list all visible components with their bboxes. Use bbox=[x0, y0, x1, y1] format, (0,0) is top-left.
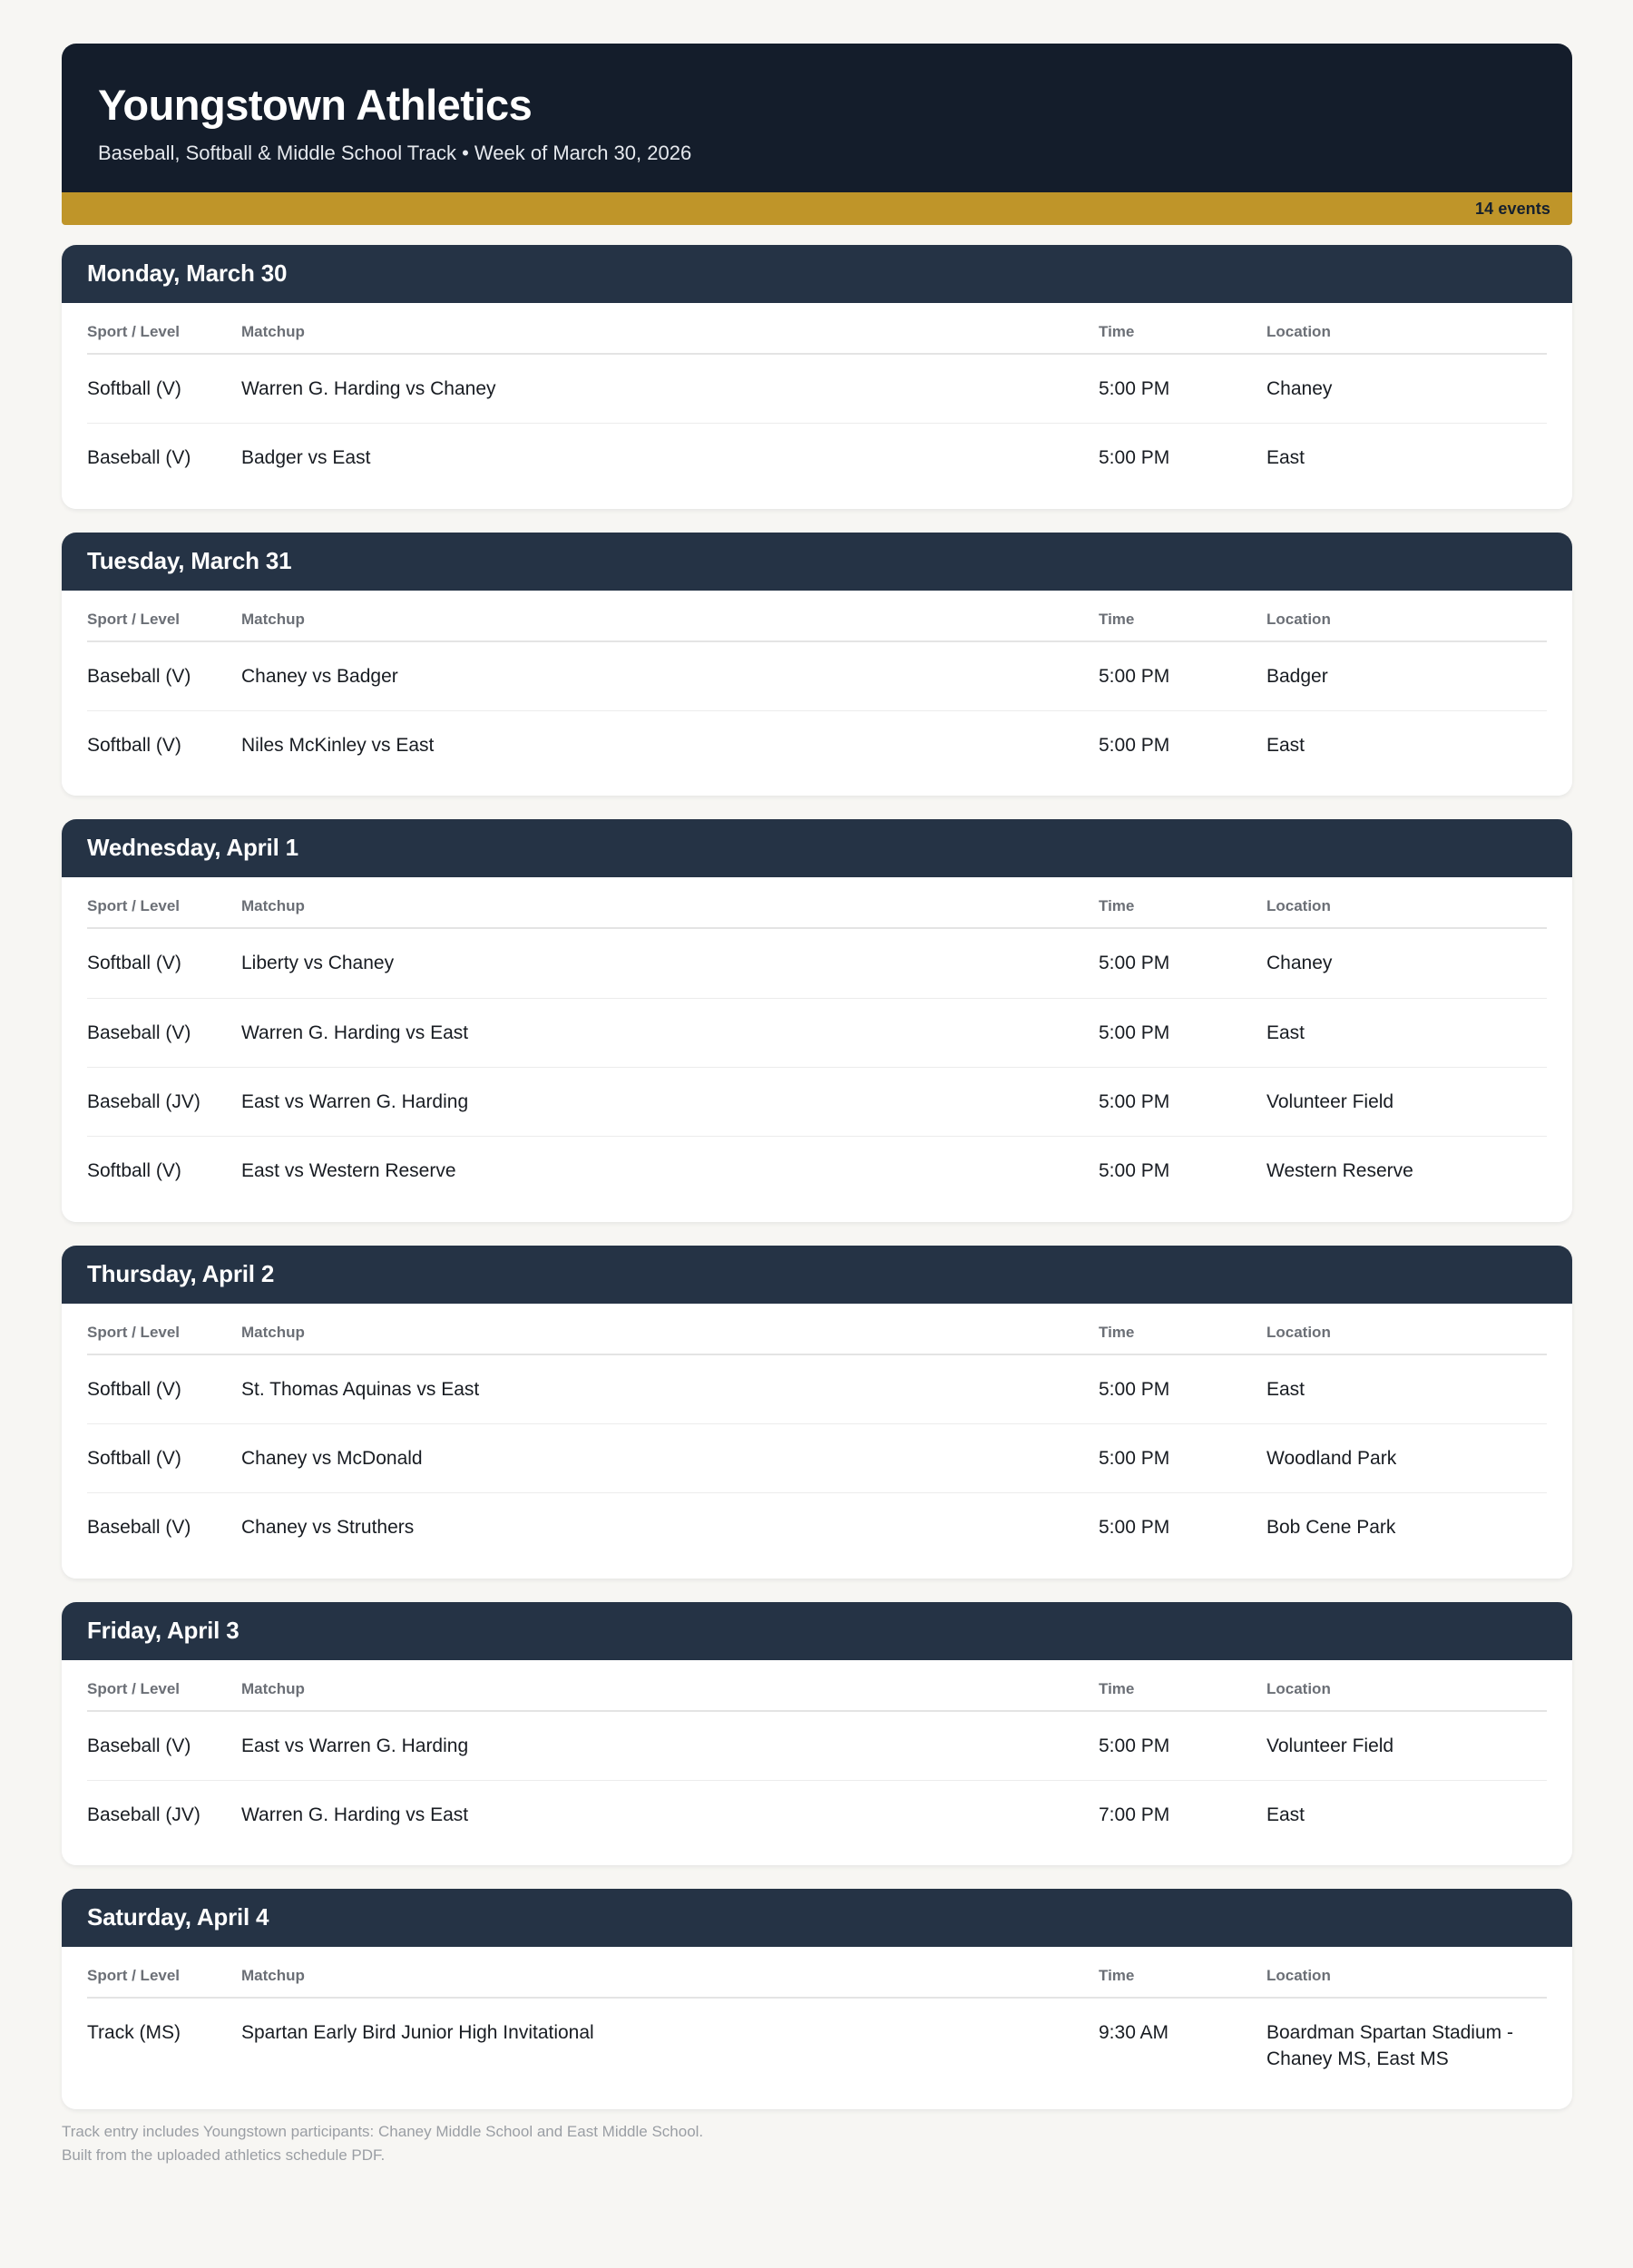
table-row bbox=[87, 1493, 1547, 1562]
day-header bbox=[62, 819, 1572, 877]
table-row bbox=[87, 641, 1547, 711]
column-header-location: Location bbox=[1266, 877, 1547, 928]
table-header-row bbox=[87, 1947, 1547, 1998]
day-header bbox=[62, 1246, 1572, 1304]
day-header-label: Tuesday, March 31 bbox=[87, 546, 292, 574]
cell-location: East bbox=[1266, 447, 1305, 469]
day-card bbox=[62, 1889, 1572, 2109]
cell-location: East bbox=[1266, 735, 1305, 757]
cell-time: 5:00 PM bbox=[1099, 998, 1266, 1067]
table-row bbox=[87, 1137, 1547, 1206]
column-header-time: Time bbox=[1099, 1660, 1266, 1711]
cell-sport: Softball (V) bbox=[87, 1354, 241, 1424]
day-body bbox=[62, 1947, 1572, 2109]
cell-location: Western Reserve bbox=[1266, 1160, 1413, 1182]
cell-sport: Baseball (V) bbox=[87, 998, 241, 1067]
cell-time: 5:00 PM bbox=[1099, 447, 1170, 469]
cell-matchup: Warren G. Harding vs East bbox=[241, 1804, 469, 1826]
day-card bbox=[62, 1246, 1572, 1579]
column-header-matchup: Matchup bbox=[241, 1304, 1099, 1354]
cell-location: Bob Cene Park bbox=[1266, 1517, 1396, 1539]
column-header-location: Location bbox=[1266, 1947, 1547, 1998]
cell-matchup: Spartan Early Bird Junior High Invitational bbox=[241, 2022, 594, 2044]
footnote-line: Track entry includes Youngstown participants: Chaney Middle School and East Middle School. bbox=[62, 2123, 704, 2140]
table-header-row bbox=[87, 877, 1547, 928]
table-row bbox=[87, 711, 1547, 780]
table-row bbox=[87, 1998, 1547, 2093]
cell-sport: Softball (V) bbox=[87, 928, 241, 998]
table-row bbox=[87, 1354, 1547, 1424]
table-row bbox=[87, 1781, 1547, 1850]
day-body bbox=[62, 303, 1572, 509]
day-header-label: Saturday, April 4 bbox=[87, 1903, 269, 1931]
column-header-sport: Sport / Level bbox=[87, 1947, 241, 1998]
cell-location: Chaney bbox=[1266, 354, 1547, 424]
schedule-table bbox=[87, 877, 1547, 1205]
column-header-time: Time bbox=[1099, 303, 1266, 354]
table-header-row bbox=[87, 1304, 1547, 1354]
cell-time: 5:00 PM bbox=[1099, 1068, 1266, 1137]
cell-sport: Baseball (V) bbox=[87, 447, 191, 469]
day-card bbox=[62, 1602, 1572, 1866]
day-body bbox=[62, 1304, 1572, 1579]
schedule-table bbox=[87, 303, 1547, 493]
page-title: Youngstown Athletics bbox=[98, 81, 533, 129]
accent-bar bbox=[62, 192, 1572, 225]
table-row bbox=[87, 424, 1547, 493]
column-header-matchup: Matchup bbox=[241, 591, 1099, 641]
column-header-sport: Sport / Level bbox=[87, 591, 241, 641]
cell-location: Volunteer Field bbox=[1266, 1711, 1547, 1781]
column-header-location: Location bbox=[1266, 1304, 1547, 1354]
schedule-table bbox=[87, 1304, 1547, 1562]
table-header-row bbox=[87, 1660, 1547, 1711]
table-row bbox=[87, 1711, 1547, 1781]
cell-time: 5:00 PM bbox=[1099, 1517, 1170, 1539]
day-body bbox=[62, 591, 1572, 797]
cell-location: East bbox=[1266, 998, 1547, 1067]
cell-matchup: East vs Warren G. Harding bbox=[241, 1711, 1099, 1781]
cell-time: 7:00 PM bbox=[1099, 1804, 1170, 1826]
column-header-matchup: Matchup bbox=[241, 303, 1099, 354]
day-card bbox=[62, 245, 1572, 509]
cell-sport: Baseball (V) bbox=[87, 1517, 191, 1539]
column-header-time: Time bbox=[1099, 1304, 1266, 1354]
day-card-list bbox=[62, 245, 1572, 2133]
cell-time: 5:00 PM bbox=[1099, 354, 1266, 424]
column-header-time: Time bbox=[1099, 591, 1266, 641]
day-body bbox=[62, 1660, 1572, 1866]
column-header-location: Location bbox=[1266, 303, 1547, 354]
cell-sport: Softball (V) bbox=[87, 735, 181, 757]
column-header-sport: Sport / Level bbox=[87, 877, 241, 928]
table-header-row bbox=[87, 303, 1547, 354]
day-header-label: Monday, March 30 bbox=[87, 259, 288, 287]
cell-time: 5:00 PM bbox=[1099, 1354, 1266, 1424]
page-subtitle: Baseball, Softball & Middle School Track • Week of March 30, 2026 bbox=[98, 141, 692, 164]
table-row bbox=[87, 998, 1547, 1067]
schedule-table bbox=[87, 1660, 1547, 1850]
cell-location: Boardman Spartan Stadium - Chaney MS, East MS bbox=[1266, 2022, 1513, 2069]
cell-time: 5:00 PM bbox=[1099, 1711, 1266, 1781]
day-header bbox=[62, 245, 1572, 303]
cell-matchup: Chaney vs Badger bbox=[241, 641, 1099, 711]
cell-location: Volunteer Field bbox=[1266, 1068, 1547, 1137]
day-header bbox=[62, 1889, 1572, 1947]
day-header-label: Wednesday, April 1 bbox=[87, 834, 298, 862]
cell-location: Badger bbox=[1266, 641, 1547, 711]
table-row bbox=[87, 928, 1547, 998]
day-body bbox=[62, 877, 1572, 1221]
cell-sport: Baseball (V) bbox=[87, 1711, 241, 1781]
cell-matchup: Warren G. Harding vs Chaney bbox=[241, 354, 1099, 424]
table-header-row bbox=[87, 591, 1547, 641]
masthead bbox=[62, 44, 1572, 225]
column-header-time: Time bbox=[1099, 877, 1266, 928]
cell-time: 9:30 AM bbox=[1099, 2022, 1169, 2044]
day-card bbox=[62, 533, 1572, 797]
cell-matchup: East vs Western Reserve bbox=[241, 1160, 456, 1182]
column-header-matchup: Matchup bbox=[241, 877, 1099, 928]
cell-matchup: Warren G. Harding vs East bbox=[241, 998, 1099, 1067]
cell-sport: Softball (V) bbox=[87, 1160, 181, 1182]
cell-location: East bbox=[1266, 1354, 1547, 1424]
cell-time: 5:00 PM bbox=[1099, 735, 1170, 757]
cell-sport: Baseball (JV) bbox=[87, 1804, 200, 1826]
table-row bbox=[87, 1424, 1547, 1493]
cell-sport: Baseball (JV) bbox=[87, 1068, 241, 1137]
day-header bbox=[62, 533, 1572, 591]
schedule-table bbox=[87, 591, 1547, 780]
column-header-time: Time bbox=[1099, 1947, 1266, 1998]
cell-location: East bbox=[1266, 1804, 1305, 1826]
day-header-label: Thursday, April 2 bbox=[87, 1259, 275, 1287]
cell-location: Chaney bbox=[1266, 928, 1547, 998]
table-row bbox=[87, 1068, 1547, 1137]
cell-matchup: St. Thomas Aquinas vs East bbox=[241, 1354, 1099, 1424]
cell-time: 5:00 PM bbox=[1099, 1424, 1266, 1493]
cell-matchup: Liberty vs Chaney bbox=[241, 928, 1099, 998]
event-count-badge: 14 events bbox=[1475, 199, 1550, 218]
cell-matchup: Chaney vs McDonald bbox=[241, 1424, 1099, 1493]
column-header-matchup: Matchup bbox=[241, 1660, 1099, 1711]
column-header-sport: Sport / Level bbox=[87, 1304, 241, 1354]
cell-time: 5:00 PM bbox=[1099, 641, 1266, 711]
cell-sport: Track (MS) bbox=[87, 2022, 181, 2044]
cell-sport: Baseball (V) bbox=[87, 641, 241, 711]
cell-matchup: Chaney vs Struthers bbox=[241, 1517, 415, 1539]
cell-sport: Softball (V) bbox=[87, 1424, 241, 1493]
day-card bbox=[62, 819, 1572, 1221]
cell-time: 5:00 PM bbox=[1099, 928, 1266, 998]
column-header-sport: Sport / Level bbox=[87, 303, 241, 354]
column-header-location: Location bbox=[1266, 591, 1547, 641]
cell-time: 5:00 PM bbox=[1099, 1160, 1170, 1182]
cell-matchup: East vs Warren G. Harding bbox=[241, 1068, 1099, 1137]
column-header-location: Location bbox=[1266, 1660, 1547, 1711]
day-header-label: Friday, April 3 bbox=[87, 1616, 240, 1644]
column-header-sport: Sport / Level bbox=[87, 1660, 241, 1711]
footnote-line: Built from the uploaded athletics schedule PDF. bbox=[62, 2146, 386, 2165]
schedule-table bbox=[87, 1947, 1547, 2093]
footnote bbox=[62, 2120, 1332, 2168]
cell-matchup: Badger vs East bbox=[241, 447, 371, 469]
cell-matchup: Niles McKinley vs East bbox=[241, 735, 435, 757]
masthead-bar bbox=[62, 44, 1572, 192]
cell-sport: Softball (V) bbox=[87, 354, 241, 424]
column-header-matchup: Matchup bbox=[241, 1947, 1099, 1998]
table-row bbox=[87, 354, 1547, 424]
day-header bbox=[62, 1602, 1572, 1660]
cell-location: Woodland Park bbox=[1266, 1424, 1547, 1493]
